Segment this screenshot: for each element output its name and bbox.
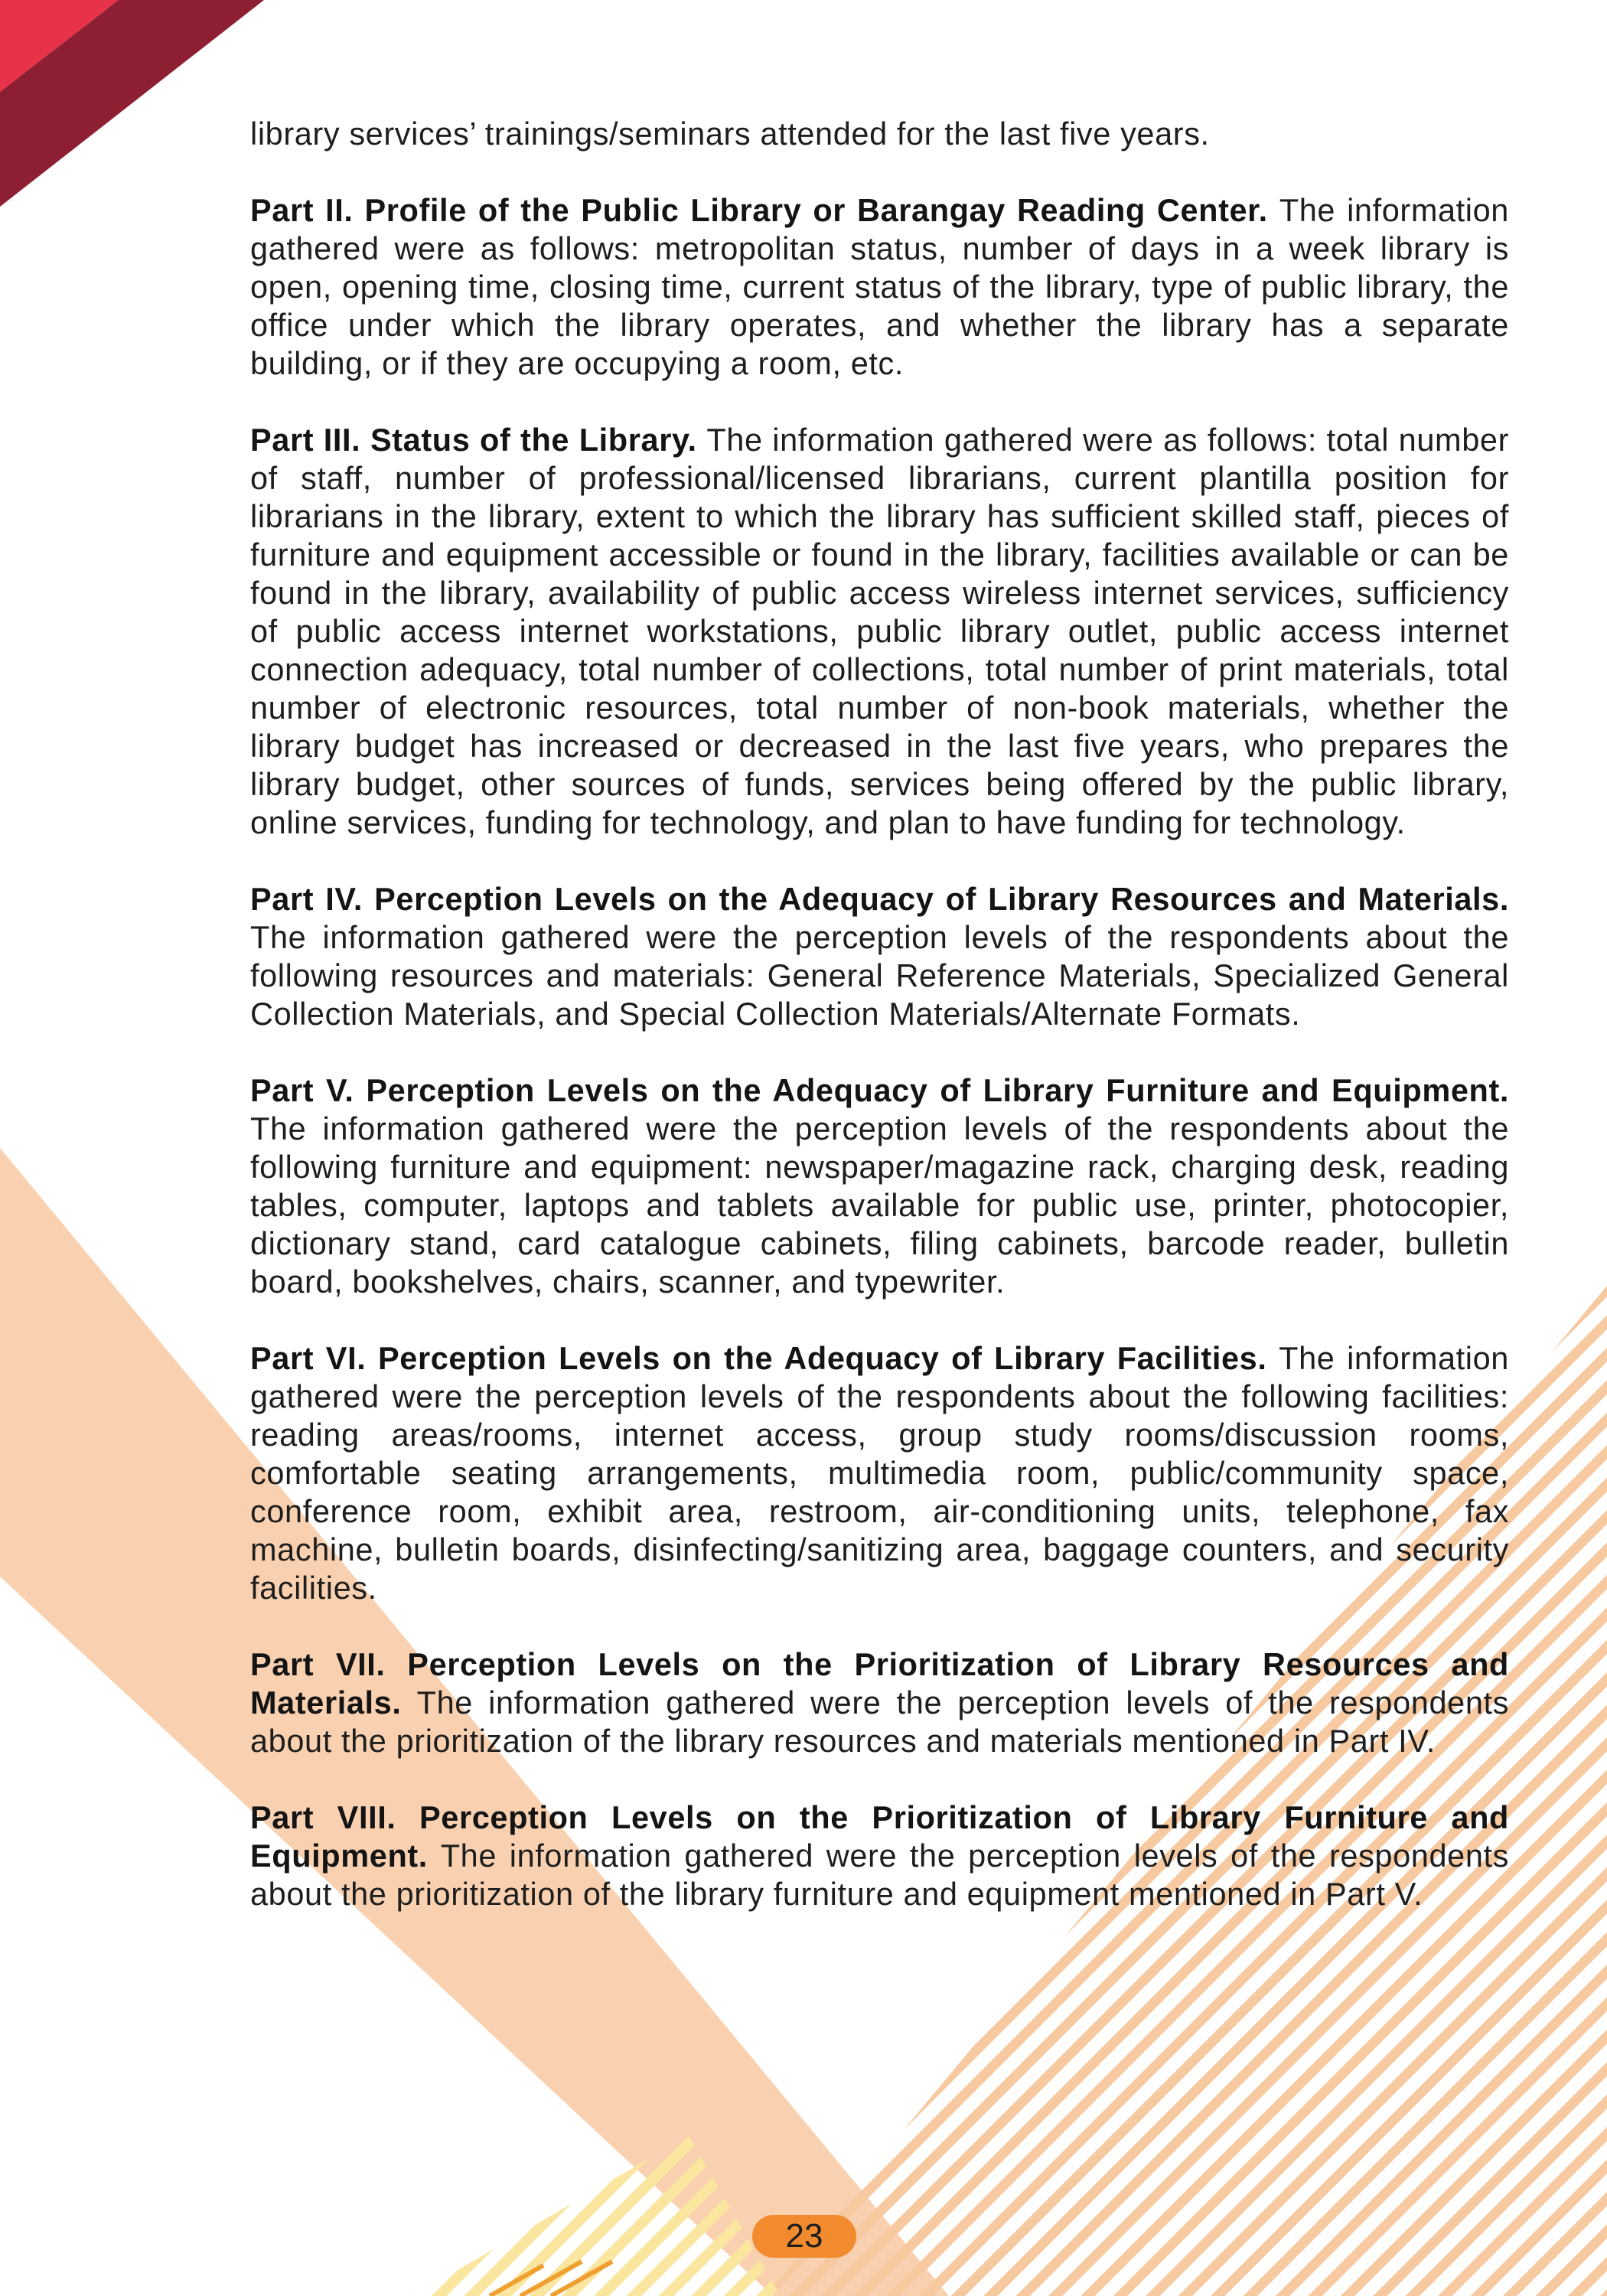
paragraph-heading: Part IV. Perception Levels on the Adequacy of Library Resources and Materials. — [250, 881, 1509, 917]
paragraph-text: The information gathered were as follows: total number of staff, number of professional/licensed librarians, current plantilla position for librarians in the library, extent to which the library has sufficient skilled staff, pieces of furniture and equipment accessible or found in the library, facilities available or can be found in the library, availability of public access wireless internet services, sufficiency of public access internet workstations, public library outlet, public access internet connection adequacy, total number of collections, total number of print materials, total number of electronic resources, total number of non-book materials, whether the library budget has increased or decreased in the last five years, who prepares the library budget, other sources of funds, services being offered by the public library, online services, funding for technology, and plan to have funding for technology. — [250, 422, 1509, 840]
paragraph-text: The information gathered were the perception levels of the respondents about the prioritization of the library furniture and equipment mentioned in Part V. — [250, 1838, 1509, 1912]
paragraph — [250, 115, 1509, 153]
paragraph-text: The information gathered were the perception levels of the respondents about the following facilities: reading areas/rooms, internet access, group study rooms/discussion rooms, comfortable seating arrangements, multimedia room, public/community space, conference room, exhibit area, restroom, air-conditioning units, telephone, fax machine, bulletin boards, disinfecting/sanitizing area, baggage counters, and security facilities. — [250, 1340, 1509, 1606]
document-body — [250, 115, 1509, 1952]
paragraph-part-v — [250, 1071, 1509, 1301]
paragraph-heading: Part III. Status of the Library. — [250, 422, 707, 458]
paragraph-text: The information gathered were the perception levels of the respondents about the prioritization of the library resources and materials mentioned in Part IV. — [250, 1684, 1509, 1759]
paragraph-heading: Part II. Profile of the Public Library or Barangay Reading Center. — [250, 192, 1279, 228]
paragraph-text: The information gathered were the perception levels of the respondents about the following resources and materials: General Reference Materials, Specialized General Collection Materials, and Special Collection Materials/Alternate Formats. — [250, 919, 1509, 1032]
paragraph-text: The information gathered were as follows: metropolitan status, number of days in a week library is open, opening time, closing time, current status of the library, type of public library, the office under which the library operates, and whether the library has a separate building, or if they are occupying a room, etc. — [250, 192, 1509, 381]
paragraph-text: The information gathered were the perception levels of the respondents about the following furniture and equipment: newspaper/magazine rack, charging desk, reading tables, computer, laptops and tablets available for public use, printer, photocopier, dictionary stand, card catalogue cabinets, filing cabinets, barcode reader, bulletin board, bookshelves, chairs, scanner, and typewriter. — [250, 1110, 1509, 1300]
paragraph-part-vi — [250, 1339, 1509, 1607]
paragraph-part-iv — [250, 880, 1509, 1033]
paragraph-part-vii — [250, 1645, 1509, 1760]
paragraph-heading: Part V. Perception Levels on the Adequacy of Library Furniture and Equipment. — [250, 1072, 1509, 1108]
paragraph-part-iii — [250, 421, 1509, 842]
page-number-badge: 23 — [752, 2215, 856, 2258]
paragraph-heading: Part VII. Perception Levels on the Prioritization of Library Resources and Materials. — [250, 1646, 1509, 1720]
paragraph-part-viii — [250, 1799, 1509, 1913]
paragraph-text: library services’ trainings/seminars attended for the last five years. — [250, 116, 1210, 152]
paragraph-heading: Part VIII. Perception Levels on the Prioritization of Library Furniture and Equipment. — [250, 1799, 1509, 1874]
paragraph-heading: Part VI. Perception Levels on the Adequacy of Library Facilities. — [250, 1340, 1279, 1376]
paragraph-part-ii — [250, 191, 1509, 383]
